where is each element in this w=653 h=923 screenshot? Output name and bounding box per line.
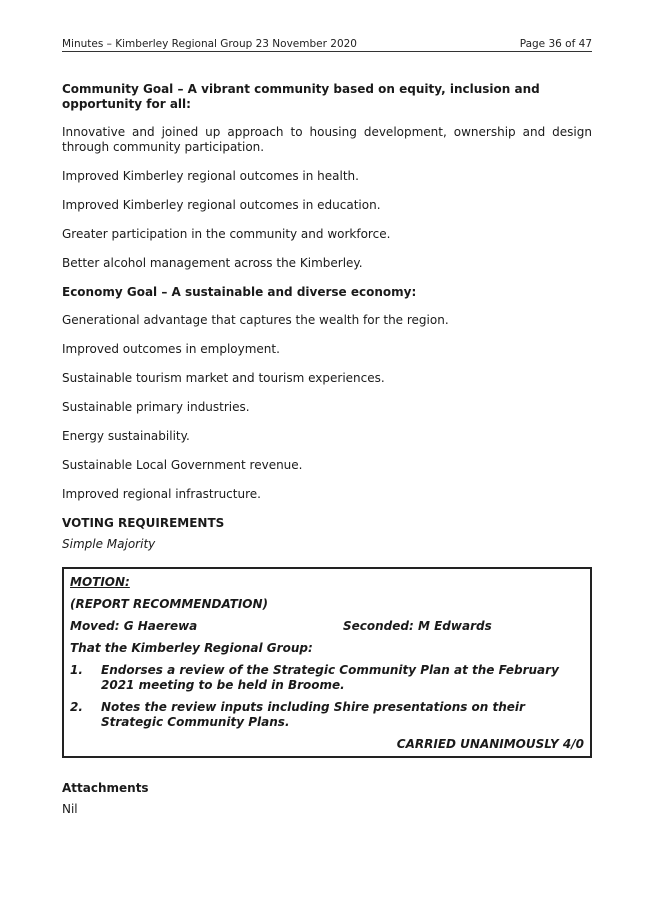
motion-subtitle: (REPORT RECOMMENDATION) — [70, 597, 269, 611]
community-item: Innovative and joined up approach to housing development, ownership and design through community participation. — [62, 125, 592, 154]
economy-item: Sustainable Local Government revenue. — [62, 458, 303, 472]
economy-item: Improved regional infrastructure. — [62, 487, 261, 501]
economy-item: Energy sustainability. — [62, 429, 190, 443]
header-divider — [62, 51, 592, 52]
main-content — [62, 82, 592, 817]
resolution-item — [70, 663, 584, 693]
community-item: Improved Kimberley regional outcomes in education. — [62, 198, 381, 212]
economy-item: Improved outcomes in employment. — [62, 342, 280, 356]
attachments-value: Nil — [62, 802, 78, 816]
community-item: Greater participation in the community and workforce. — [62, 227, 391, 241]
resolution-text: Endorses a review of the Strategic Community Plan at the February 2021 meeting to be held in Broome. — [101, 663, 559, 692]
economy-item: Generational advantage that captures the wealth for the region. — [62, 313, 449, 327]
moved-by: Moved: G Haerewa — [70, 619, 198, 633]
page-number: Page 36 of 47 — [519, 38, 592, 50]
community-item: Improved Kimberley regional outcomes in health. — [62, 169, 359, 183]
seconded-by: Seconded: M Edwards — [343, 619, 492, 633]
attachments-heading: Attachments — [62, 781, 149, 795]
resolution-text: Notes the review inputs including Shire presentations on their Strategic Community Plans. — [101, 700, 525, 729]
page-header — [62, 38, 592, 50]
voting-requirements-heading: VOTING REQUIREMENTS — [62, 516, 225, 530]
motion-intro: That the Kimberley Regional Group: — [70, 641, 313, 655]
community-goal-heading: Community Goal – A vibrant community based on equity, inclusion and opportunity for all: — [62, 82, 540, 111]
motion-box — [62, 567, 592, 758]
resolution-item — [70, 700, 584, 730]
moved-seconded-row — [70, 619, 584, 634]
resolution-number: 1. — [70, 663, 83, 677]
economy-goal-heading: Economy Goal – A sustainable and diverse economy: — [62, 285, 417, 299]
voting-requirements-value: Simple Majority — [62, 537, 156, 551]
motion-title: MOTION: — [70, 575, 130, 589]
community-item: Better alcohol management across the Kimberley. — [62, 256, 363, 270]
resolution-number: 2. — [70, 700, 83, 714]
header-title: Minutes – Kimberley Regional Group 23 November 2020 — [62, 38, 357, 50]
motion-result: CARRIED UNANIMOUSLY 4/0 — [396, 737, 584, 751]
economy-item: Sustainable tourism market and tourism experiences. — [62, 371, 385, 385]
economy-item: Sustainable primary industries. — [62, 400, 250, 414]
